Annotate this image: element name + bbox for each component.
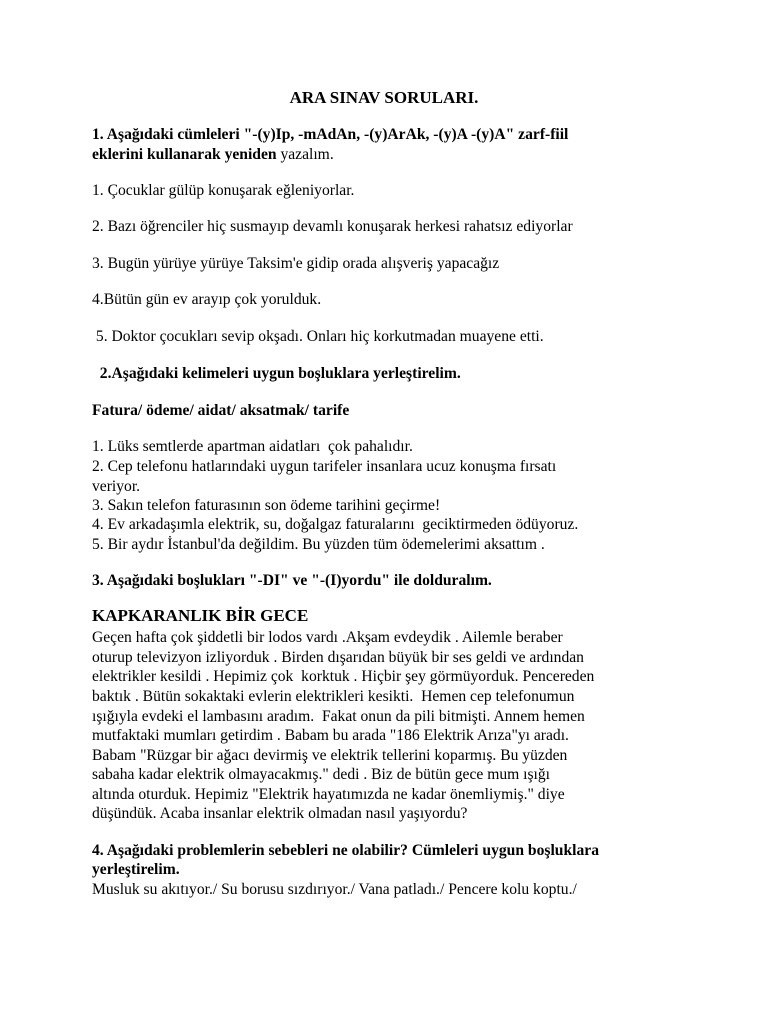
q2-line: veriyor.	[92, 478, 141, 495]
q1-instruction-normal: yazalım.	[276, 146, 334, 163]
q1-instruction-line-1	[92, 125, 568, 145]
q2-line: 1. Lüks semtlerde apartman aidatları çok pahalıdır.	[92, 438, 413, 455]
q2-line: 3. Sakın telefon faturasının son ödeme tarihini geçirme!	[92, 497, 441, 514]
q4-heading-line-1: 4. Aşağıdaki problemlerin sebebleri ne olabilir? Cümleleri uygun boşluklara	[92, 842, 599, 859]
story-title: KAPKARANLIK BİR GECE	[92, 606, 309, 625]
q1-instruction-bold: . Aşağıdaki cümleleri "-(y)Ip, -mAdAn, -(y)ArAk, -(y)A -(y)A" zarf-fiil	[99, 126, 569, 143]
story-line: sabaha kadar elektrik olmayacakmış." dedi . Biz de bütün gece mum ışığı	[92, 766, 551, 783]
q4-options: Musluk su akıtıyor./ Su borusu sızdırıyor./ Vana patladı./ Pencere kolu koptu./	[92, 881, 577, 898]
q2-line: 4. Ev arkadaşımla elektrik, su, doğalgaz faturalarını geciktirmeden ödüyoruz.	[92, 516, 579, 533]
page-title: ARA SINAV SORULARI.	[289, 88, 479, 107]
story-line: elektrikler kesildi . Hepimiz çok korktuk . Hiçbir şey görmüyorduk. Pencereden	[92, 668, 595, 685]
story-line: Babam "Rüzgar bir ağacı devirmiş ve elektrik tellerini koparmış. Bu yüzden	[92, 747, 568, 764]
q3-heading: 3. Aşağıdaki boşlukları "-DI" ve "-(I)yordu" ile dolduralım.	[92, 572, 492, 589]
story-line: düşündük. Acaba insanlar elektrik olmadan nasıl yaşıyordu?	[92, 805, 468, 822]
q1-instruction-line-2	[92, 145, 334, 165]
q2-word-list: Fatura/ ödeme/ aidat/ aksatmak/ tarife	[92, 402, 350, 419]
story-line: ışığıyla evdeki el lambasını aradım. Fakat onun da pili bitmişti. Annem hemen	[92, 708, 585, 725]
story-line: oturup televizyon izliyorduk . Birden dışarıdan büyük bir ses geldi ve ardından	[92, 649, 584, 666]
q1-item: 2. Bazı öğrenciler hiç susmayıp devamlı konuşarak herkesi rahatsız ediyorlar	[92, 218, 573, 235]
q1-item: 3. Bugün yürüye yürüye Taksim'e gidip orada alışveriş yapacağız	[92, 255, 500, 272]
q1-item: 5. Doktor çocukları sevip okşadı. Onları hiç korkutmadan muayene etti.	[92, 328, 544, 345]
q4-heading-line-2: yerleştirelim.	[92, 861, 180, 878]
q2-heading: 2.Aşağıdaki kelimeleri uygun boşluklara yerleştirelim.	[92, 365, 461, 382]
q1-item: 4.Bütün gün ev arayıp çok yorulduk.	[92, 291, 322, 308]
q2-line: 5. Bir aydır İstanbul'da değildim. Bu yüzden tüm ödemelerimi aksattım .	[92, 536, 545, 553]
story-line: baktık . Bütün sokaktaki evlerin elektrikleri kesikti. Hemen cep telefonumun	[92, 688, 575, 705]
q2-line: 2. Cep telefonu hatlarındaki uygun tarifeler insanlara ucuz konuşma fırsatı	[92, 458, 557, 475]
q1-instruction-bold-2: eklerini kullanarak yeniden	[92, 146, 277, 163]
q1-number: 1	[92, 126, 100, 143]
q1-item: 1. Çocuklar gülüp konuşarak eğleniyorlar.	[92, 182, 355, 199]
story-line: altında oturduk. Hepimiz "Elektrik hayatımızda ne kadar önemliymiş." diye	[92, 786, 565, 803]
story-line: Geçen hafta çok şiddetli bir lodos vardı .Akşam evdeydik . Ailemle beraber	[92, 629, 563, 646]
story-line: mutfaktaki mumları getirdim . Babam bu arada "186 Elektrik Arıza"yı aradı.	[92, 727, 569, 744]
